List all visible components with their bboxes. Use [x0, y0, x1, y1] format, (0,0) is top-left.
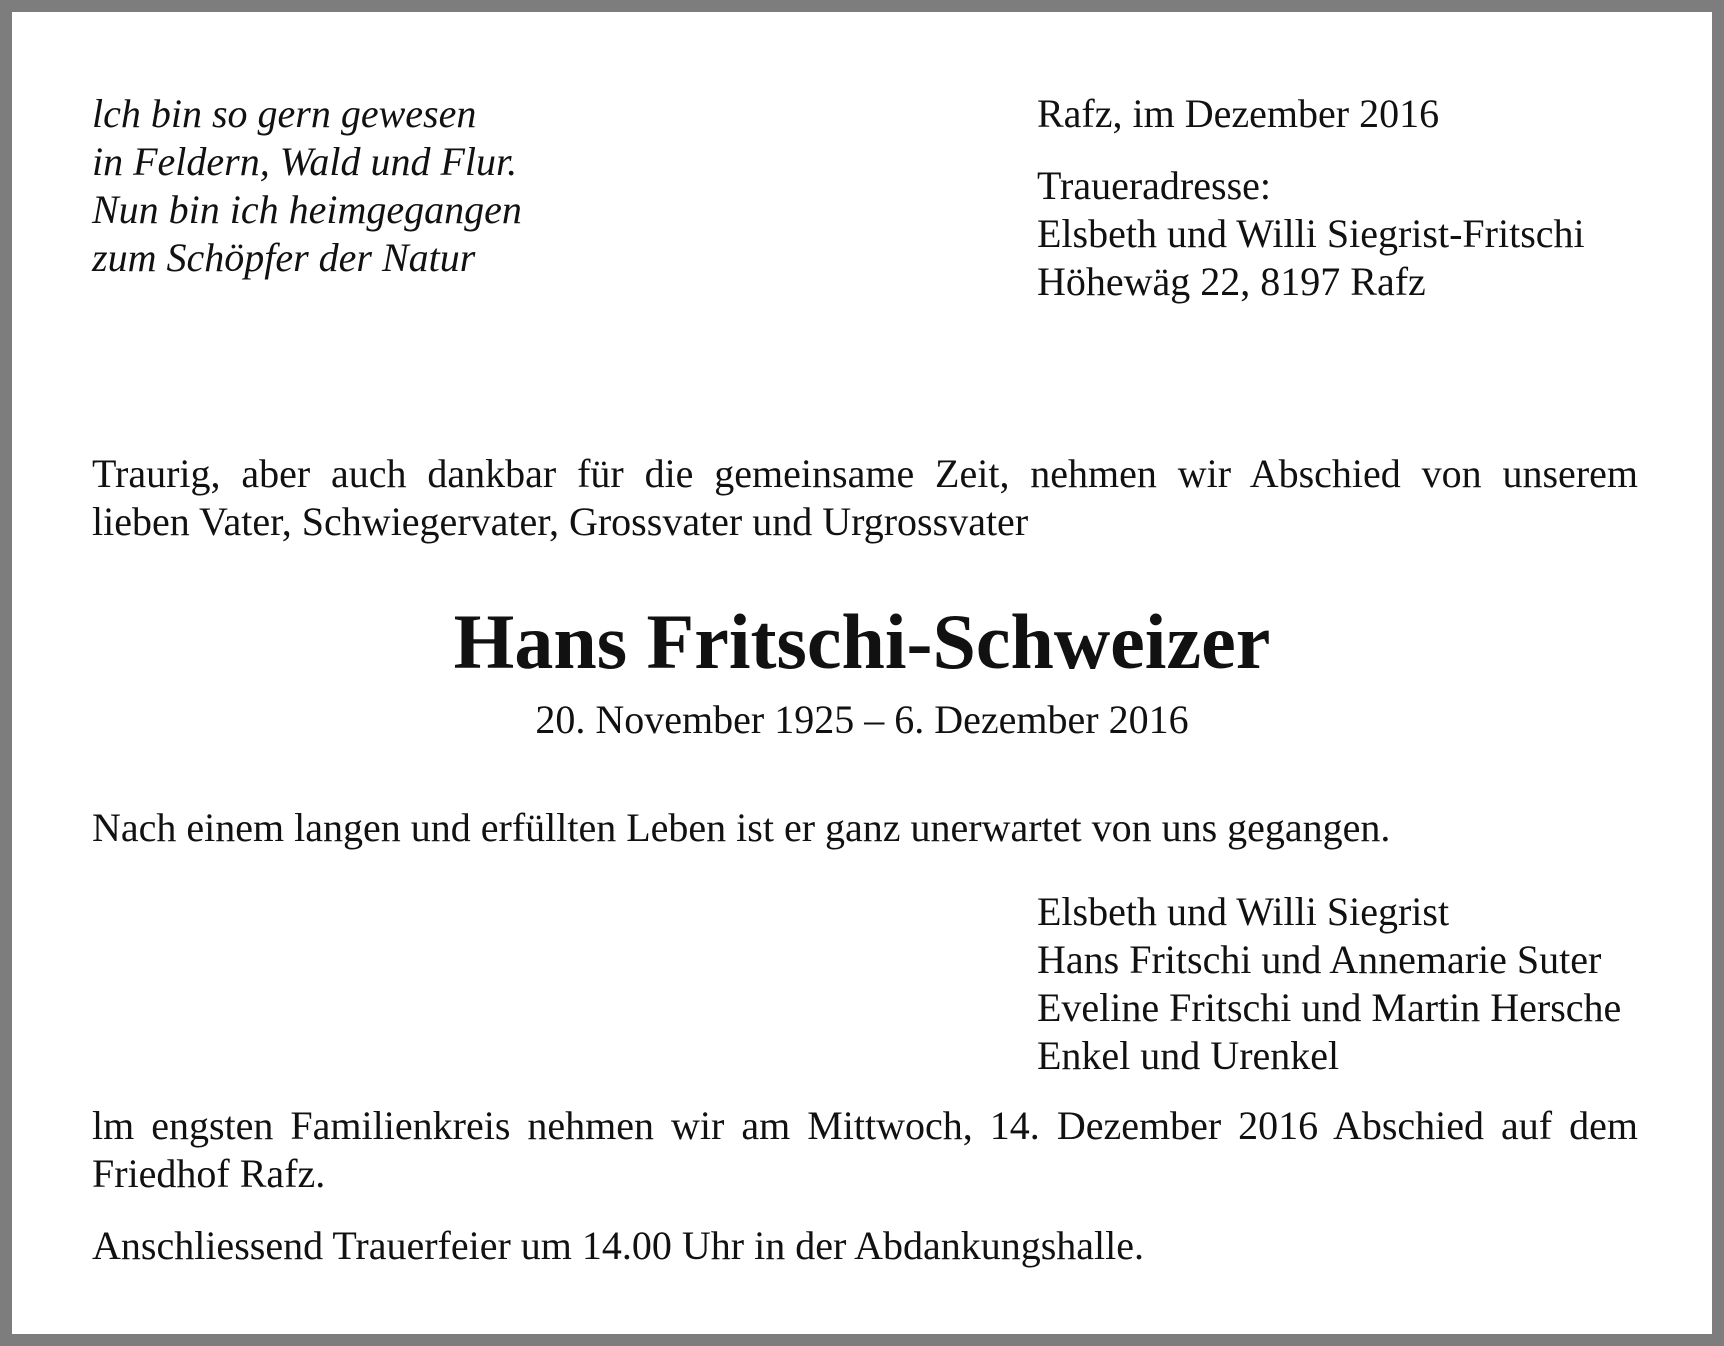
family-member: Eveline Fritschi und Martin Hersche — [1037, 985, 1622, 1030]
mourning-address — [1037, 162, 1585, 306]
funeral-line-1: lm engsten Familienkreis nehmen wir am Mittwoch, 14. Dezember 2016 Abschied auf dem — [92, 1103, 1638, 1148]
life-dates: 20. November 1925 – 6. Dezember 2016 — [535, 697, 1189, 742]
address-line: Höhewäg 22, 8197 Rafz — [1037, 259, 1426, 304]
family-member: Elsbeth und Willi Siegrist — [1037, 889, 1450, 934]
poem-line: Nun bin ich heimgegangen — [92, 187, 522, 232]
address-line: Elsbeth und Willi Siegrist-Fritschi — [1037, 211, 1585, 256]
obituary-page — [12, 12, 1712, 1334]
intro-line-2: lieben Vater, Schwiegervater, Grossvater und Urgrossvater — [92, 499, 1029, 544]
intro-line-1: Traurig, aber auch dankbar für die gemeinsame Zeit, nehmen wir Abschied von unserem — [92, 451, 1638, 496]
poem-line: zum Schöpfer der Natur — [92, 235, 476, 280]
deceased-name: Hans Fritschi-Schweizer — [453, 598, 1271, 685]
funeral-line-2: Friedhof Rafz. — [92, 1151, 326, 1196]
poem-line: lch bin so gern gewesen — [92, 91, 477, 136]
place-date: Rafz, im Dezember 2016 — [1037, 91, 1440, 136]
family-list — [1037, 888, 1621, 1080]
ceremony-paragraph: Anschliessend Trauerfeier um 14.00 Uhr in der Abdankungshalle. — [92, 1223, 1145, 1268]
message-paragraph: Nach einem langen und erfüllten Leben ist er ganz unerwartet von uns gegangen. — [92, 805, 1391, 850]
family-member: Hans Fritschi und Annemarie Suter — [1037, 937, 1602, 982]
poem — [92, 90, 522, 282]
poem-line: in Feldern, Wald und Flur. — [92, 139, 518, 184]
address-label: Traueradresse: — [1037, 163, 1272, 208]
family-member: Enkel und Urenkel — [1037, 1033, 1340, 1078]
